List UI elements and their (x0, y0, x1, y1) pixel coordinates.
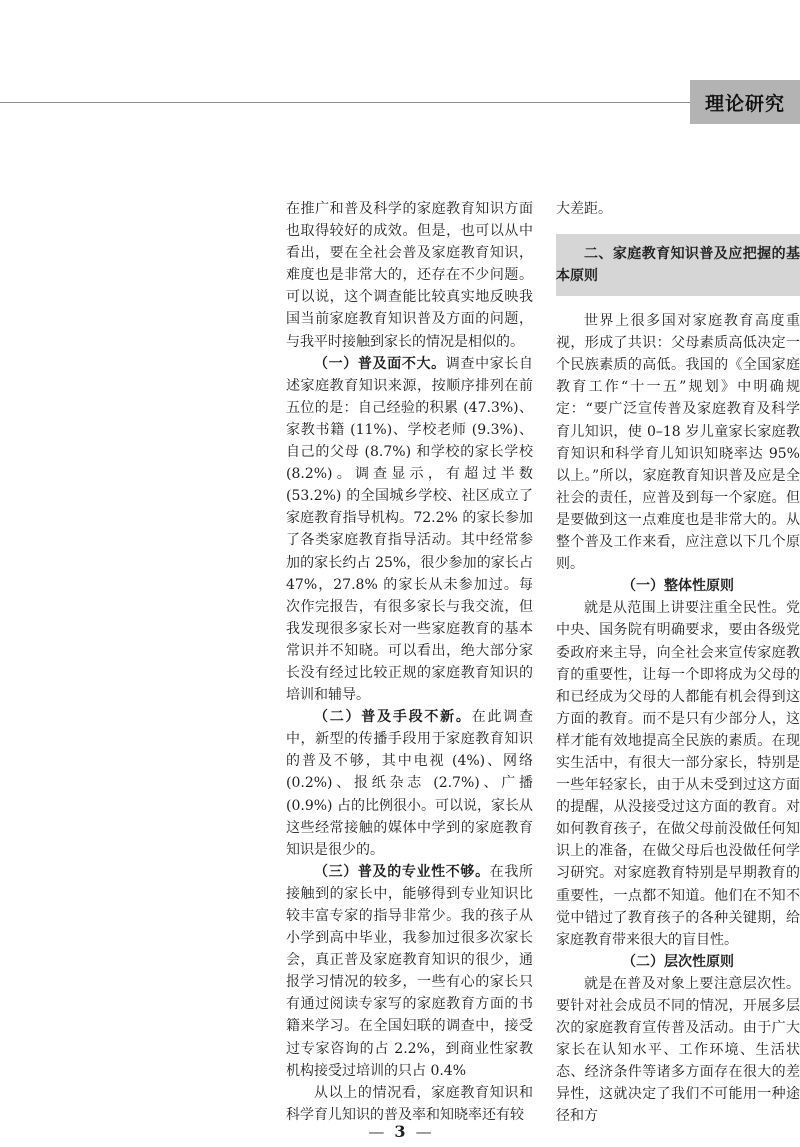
right-column (556, 198, 800, 1128)
section-heading: 二、家庭教育知识普及应把握的基本原则 (556, 234, 800, 296)
header-rule (0, 102, 690, 103)
sub-heading: （一）整体性原则 (622, 578, 734, 595)
dash-right: — (415, 1122, 432, 1141)
sub-heading: （二）层次性原则 (622, 953, 734, 970)
paragraph (286, 861, 533, 1082)
left-column (286, 198, 533, 1126)
paragraph-lead: （三）普及的专业性不够。 (314, 863, 490, 880)
paragraph (286, 353, 533, 707)
section-tab (690, 80, 800, 124)
paragraph-body: 在我所接触到的家长中，能够得到专业知识比较丰富专家的指导非常少。我的孩子从小学到高中毕业，我参加过很多次家长会，真正普及家庭教育知识的很少，通报学习情况的较多，一些有心的家长只有通过阅读专家写的家庭教育方面的书籍来学习。在全国妇联的调查中，接受过专家咨询的占 2.2%，到商业性家教机构接受过培训的只占 0.4% (286, 863, 534, 1079)
section-title: 理论研究 (704, 92, 785, 115)
paragraph-body: 在此调查中，新型的传播手段用于家庭教育知识的普及不够，其中电视 (4%)、网络 (0.2%)、报纸杂志 (2.7%)、广播 (0.9%) 占的比例很小。可以说，家长从这些经常接触的媒体中学到的家庭教育知识是很少的。 (286, 709, 534, 858)
paragraph-body: 调查中家长自述家庭教育知识来源，按顺序排列在前五位的是：自己经验的积累 (47.3%)、家教书籍 (11%)、学校老师 (9.3%)、自己的父母 (8.7%) 和学校的家长学校 (8.2%)。调查显示，有超过半数 (53.2%) 的全国城乡学校、社区成立了家庭教育指导机构。72.2% 的家长参加了各类家庭教育指导活动。其中经常参加的家长约占 25%，很少参加的家长占 47%，27.8% 的家长从未参加过。每次作完报告，有很多家长与我交流，但我发现很多家长对一些家庭教育的基本常识并不知晓。可以看出，绝大部分家长没有经过比较正规的家庭教育知识的培训和辅导。 (286, 355, 534, 704)
paragraph-lead: （一）普及面不大。 (314, 355, 446, 372)
paragraph (286, 706, 533, 861)
paragraph: 在推广和普及科学的家庭教育知识方面也取得较好的成效。但是，也可以从中看出，要在全社会普及家庭教育知识，难度也是非常大的，还存在不少问题。可以说，这个调查能比较真实地反映我国当前家庭教育知识普及方面的问题，与我平时接触到家长的情况是相似的。 (286, 201, 533, 350)
paragraph: 大差距。 (556, 201, 612, 217)
paragraph: 就是在普及对象上要注意层次性。要针对社会成员不同的情况，开展多层次的家庭教育宣传普及活动。由于广大家长在认知水平、工作环境、生活状态、经济条件等诸多方面存在很大的差异性，这就决定了我们不可能用一种途径和方 (556, 975, 800, 1125)
paragraph: 世界上很多国对家庭教育高度重视，形成了共识：父母素质高低决定一个民族素质的高低。我国的《全国家庭教育工作“十一五”规划》中明确规定：“要广泛宣传普及家庭教育及科学育儿知识，使 0–18 岁儿童家长家庭教育知识和科学育儿知识知晓率达 95% 以上。”所以，家庭教育知识普及应是全社会的责任，应普及到每一个家庭。但是要做到这一点难度也是非常大的。从整个普及工作来看，应注意以下几个原则。 (556, 313, 800, 573)
paragraph: 从以上的情况看，家庭教育知识和科学育儿知识的普及率和知晓率还有较 (286, 1084, 533, 1123)
page-number: 3 (394, 1122, 406, 1141)
paragraph: 就是从范围上讲要注重全民性。党中央、国务院有明确要求，要由各级党委政府来主导，向全社会来宣传家庭教育的重要性，让每一个即将成为父母的和已经成为父母的人都能有机会得到这方面的教育。而不是只有少部分人，这样才能有效地提高全民族的素质。在现实生活中，有很大一部分家长，特别是一些年轻家长，由于从未受到过这方面的提醒，从没接受过这方面的教育。对如何教育孩子，在做父母前没做任何知识上的准备，在做父母后也没做任何学习研究。对家庭教育特别是早期教育的重要性，一点都不知道。他们在不知不觉中错过了教育孩子的各种关键期，给家庭教育带来很大的盲目性。 (556, 600, 800, 948)
paragraph-lead: （二）普及手段不新。 (314, 709, 472, 726)
page-number-footer (0, 1122, 800, 1141)
dash-left: — (368, 1122, 385, 1141)
